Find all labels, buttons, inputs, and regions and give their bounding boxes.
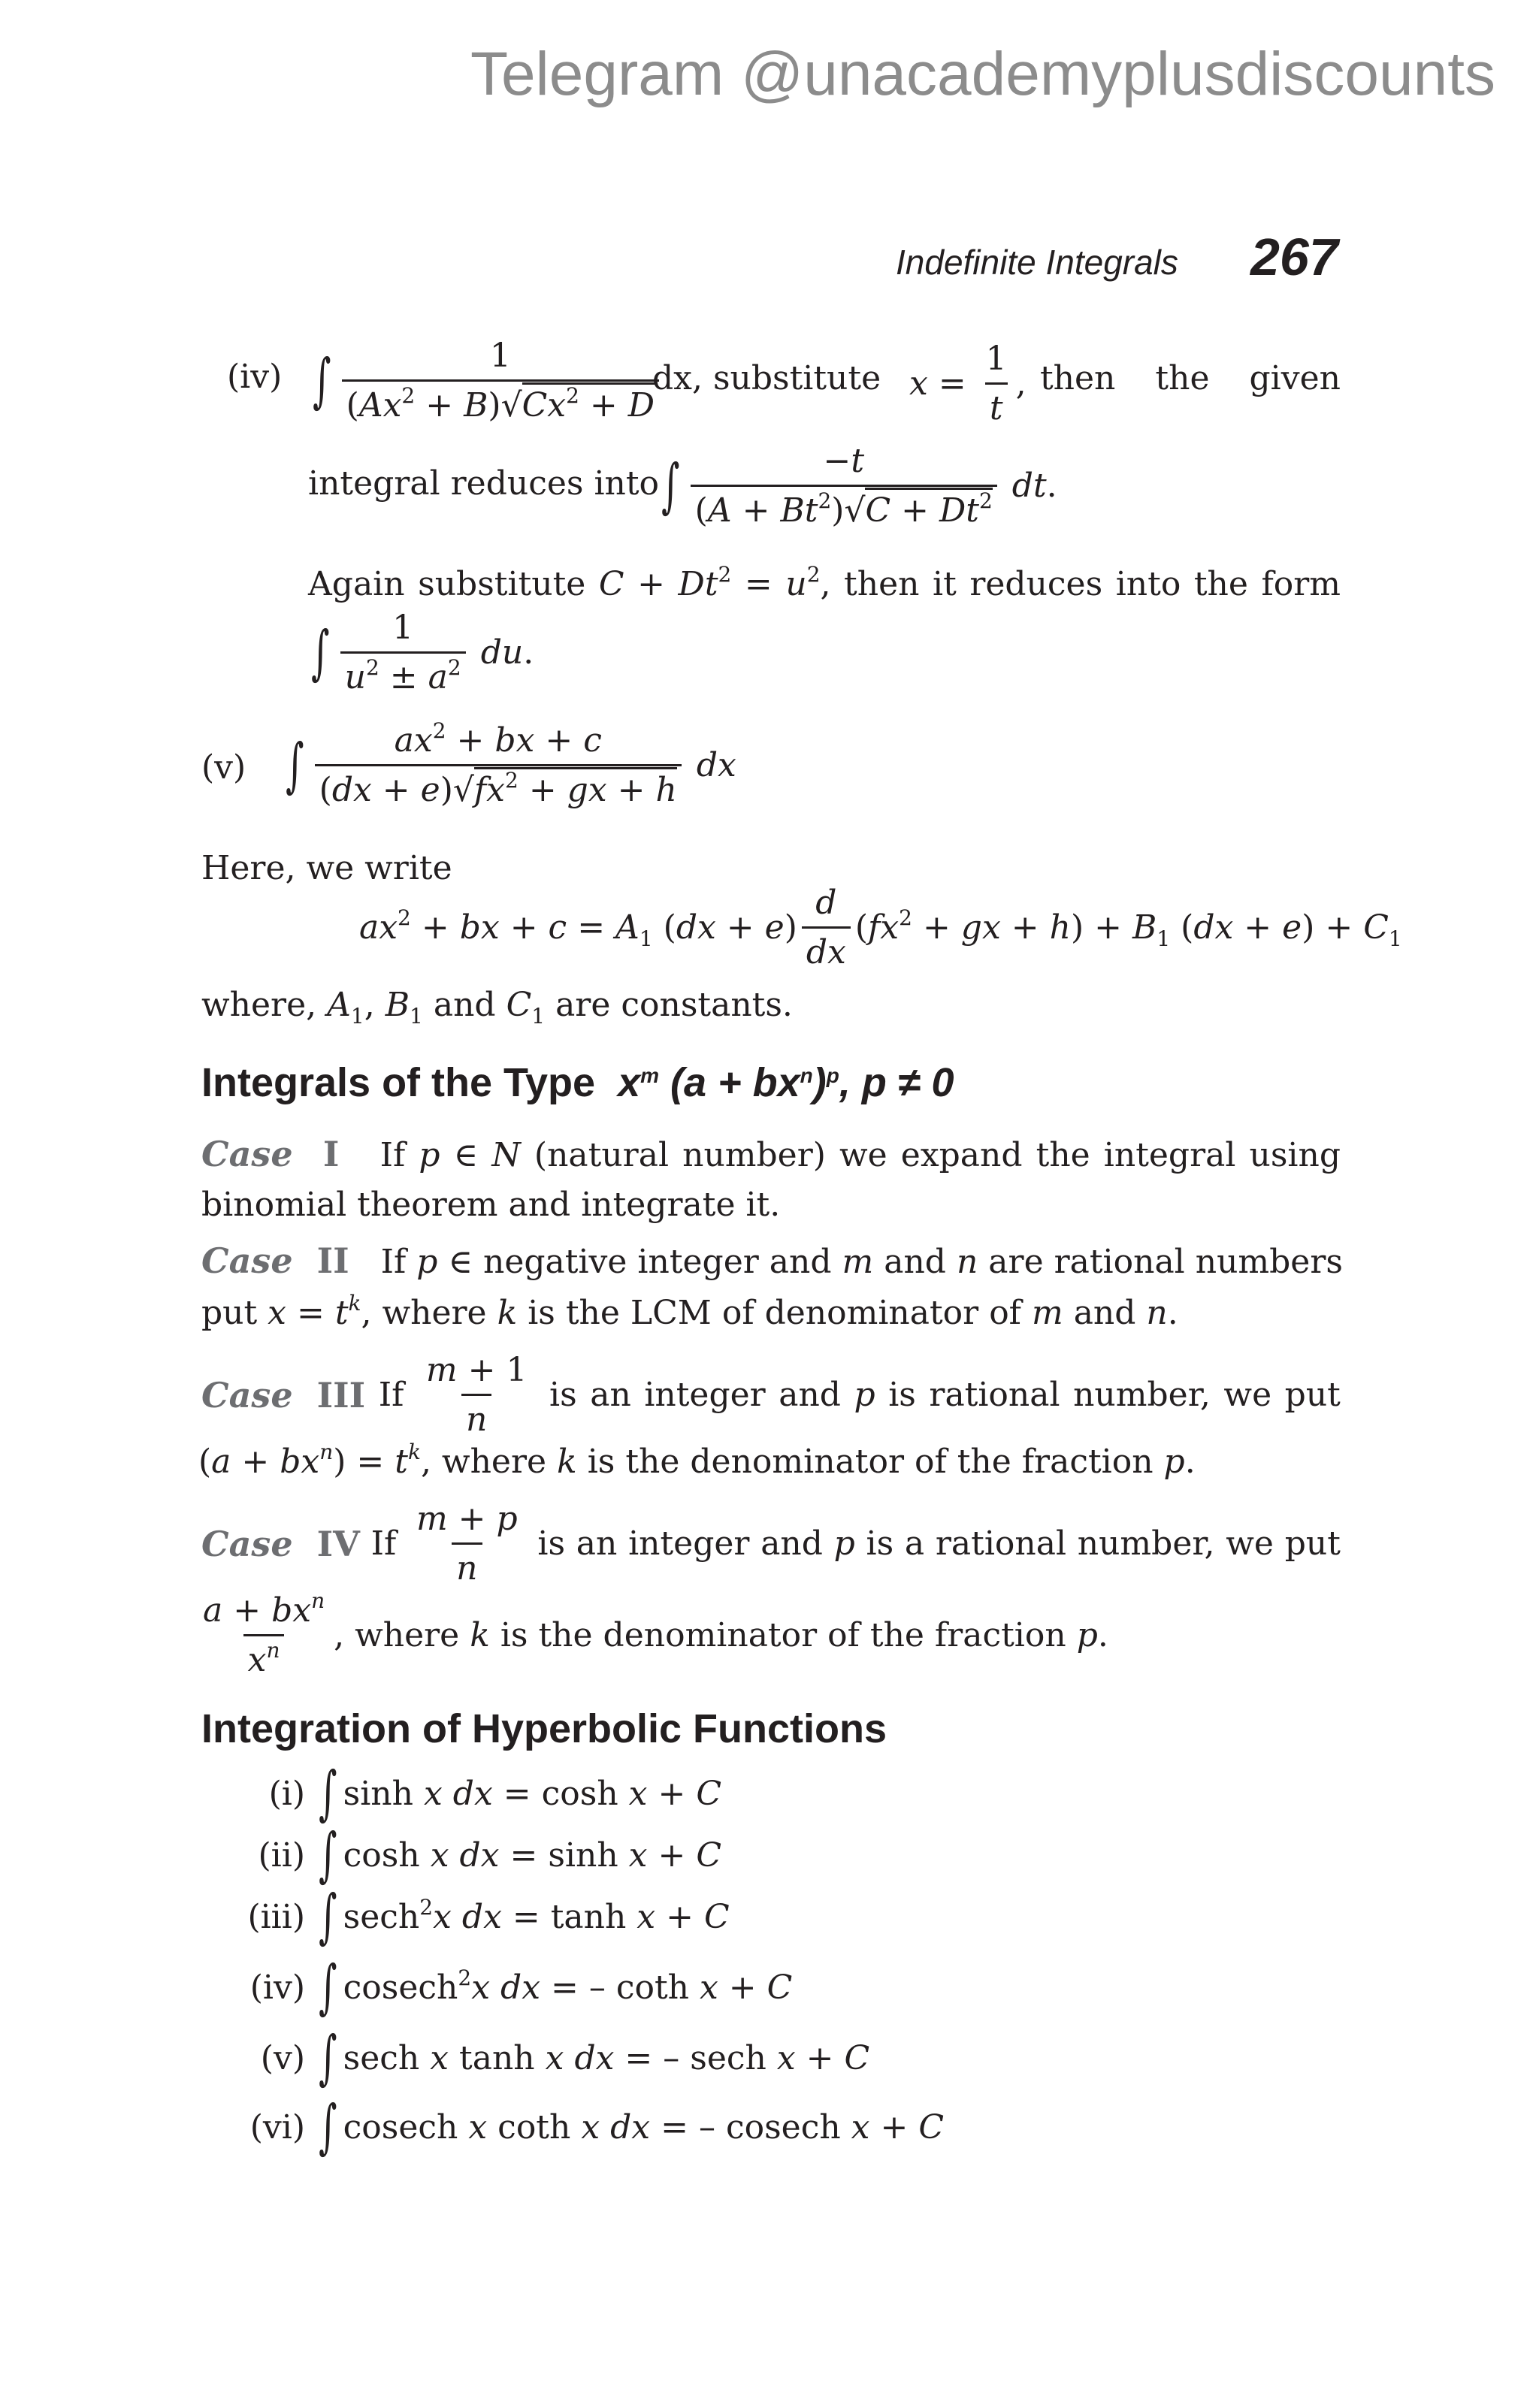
hyperbolic-formula-3: (iii) ∫ sech$^2$x dx = tanh x + C	[230, 1887, 730, 1946]
hyperbolic-formula-4: (iv) ∫ cosech$^2$x dx = – coth x + C	[230, 1958, 792, 2017]
case-iv-line1: Case IV If $\frac{m + p}{n}$ is an integer and p is a rational number, we put	[201, 1500, 1341, 1588]
item-iv-reduced-integral: ∫ $\frac{-t}{(A + Bt^2)√C + Dt^2}$ dt.	[661, 442, 1057, 530]
section-heading-text: Integrals of the Type	[201, 1060, 596, 1105]
item-iv-integral: ∫ $\frac{1}{(Ax^2 + B)√Cx^2 + D}$	[307, 337, 664, 424]
item-v-here-text: Here, we write	[201, 849, 452, 887]
item-iv-substitution: x = $\frac{1}{t}$ ,	[909, 340, 1027, 428]
case-i-line2: binomial theorem and integrate it.	[201, 1186, 781, 1224]
running-head: Indefinite Integrals	[896, 243, 1178, 282]
formula-label: (ii)	[258, 1835, 305, 1875]
hyperbolic-formula-6: (vi) ∫ cosech x coth x dx = – cosech x + C	[230, 2098, 944, 2156]
case-iii-line1: Case III If $\frac{m + 1}{n}$ is an integer and p is rational number, we put	[201, 1351, 1341, 1439]
section-heading-type: Integrals of the Type $x^m$ $(a + bx^n)^p$, p ≠ 0	[201, 1060, 954, 1105]
formula-label: (iv)	[249, 1968, 305, 2007]
formula-label: (vi)	[249, 2107, 305, 2147]
hyperbolic-formula-1: (i) ∫ sinh x dx = cosh x + C	[252, 1764, 721, 1823]
formula-label: (i)	[268, 1774, 305, 1813]
item-iv-reduces-text: integral reduces into	[308, 464, 660, 503]
item-iv-substitute-text: dx, substitute	[652, 359, 881, 397]
item-v-decomposition: $ax^2$ + bx + $c = A_1$ (dx + e) $\frac{d}{dx}$ ($fx^2$ + gx + $h) + B_1$ $(dx + e) + C_1$	[359, 884, 1402, 971]
formula-label: (iii)	[247, 1897, 305, 1936]
section-heading-hyperbolic: Integration of Hyperbolic Functions	[201, 1706, 887, 1751]
item-iv-again-text: Again substitute $C + Dt^2 = u^2$, then it reduces into the form	[308, 562, 1341, 603]
formula-label: (v)	[260, 2038, 305, 2077]
case-iv-line2: $\frac{a + bx^n}{x^n}$ , where k is the denominator of the fraction p.	[203, 1588, 1108, 1679]
case-ii-line1: Case II If p ∈ negative integer and m and n are rational numbers	[201, 1240, 1343, 1281]
case-ii-line2: put $x = t^k$, where k is the LCM of denominator of m and n.	[201, 1291, 1178, 1332]
item-v-integral: ∫ $\frac{ax^2 + bx + c}{(dx + e)√fx^2 + gx + h}$ dx	[286, 718, 736, 809]
page-number: 267	[1250, 228, 1338, 286]
item-iv-form-integral: ∫ $\frac{1}{u^2 \pm a^2}$ du.	[311, 609, 534, 696]
case-iii-line2: $(a + bx^n) = t^k$, where k is the denominator of the fraction p.	[198, 1440, 1196, 1481]
hyperbolic-formula-5: (v) ∫ sech x tanh x dx = – sech x + C	[237, 2029, 869, 2087]
case-i-line1: Case I If p ∈ N (natural number) we expand the integral using	[201, 1134, 1341, 1174]
item-iv-then-the-given: then the given	[1040, 359, 1341, 397]
watermark: Telegram @unacademyplusdiscounts	[470, 40, 1495, 108]
hyperbolic-formula-2: (ii) ∫ cosh x dx = sinh x + C	[237, 1826, 721, 1884]
item-v-where-text: where, $A_1$, $B_1$ and $C_1$ are constants.	[201, 986, 793, 1029]
item-iv-label: (iv)	[227, 358, 283, 396]
item-v-label: (v)	[201, 748, 246, 787]
